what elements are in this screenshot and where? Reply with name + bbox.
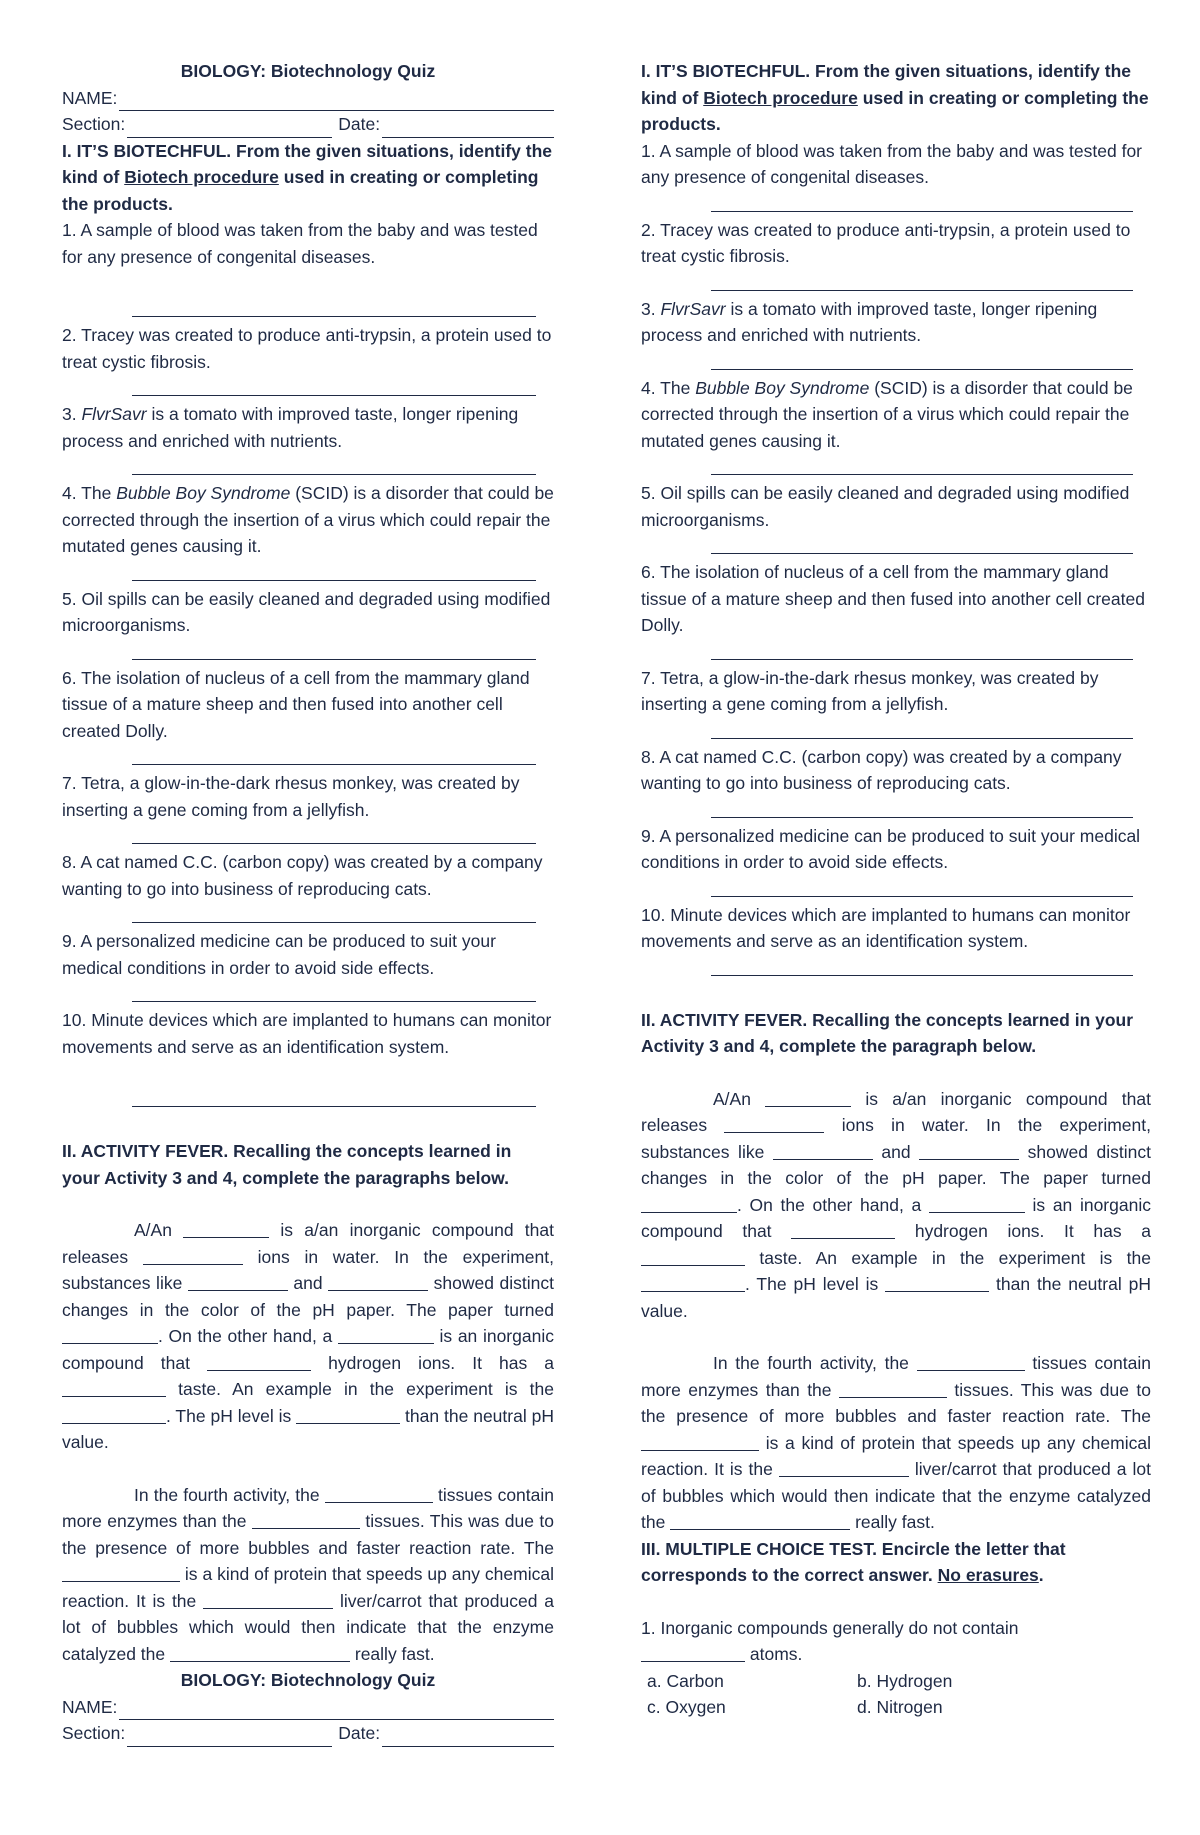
name-line[interactable] bbox=[119, 90, 554, 111]
answer-line[interactable] bbox=[641, 718, 1151, 744]
paragraph-acid-base: A/An is a/an inorganic compound that releases ions in water. In the experiment, substances like and showed distinct changes in the color of the pH paper. The paper turned . On the other hand, a is an inorganic compound that hydrogen ions. It has a taste. An example in the experiment is the . The pH level is than the neutral pH value. bbox=[62, 1220, 555, 1452]
question-item: 4. The Bubble Boy Syndrome (SCID) is a disorder that could be corrected through the insertion of a virus which could repair the mutated genes causing it. bbox=[62, 483, 554, 556]
name-label: NAME: bbox=[62, 1696, 118, 1717]
fill-blank[interactable] bbox=[765, 1090, 851, 1107]
question-item: 3. FlvrSavr is a tomato with improved taste, longer ripening process and enriched with nutrients. bbox=[641, 298, 1098, 345]
fill-blank[interactable] bbox=[641, 1196, 737, 1213]
fill-blank[interactable] bbox=[641, 1249, 745, 1266]
answer-line[interactable] bbox=[62, 296, 554, 322]
left-copy bbox=[62, 58, 554, 1747]
choice-a[interactable]: a. Carbon bbox=[647, 1670, 724, 1691]
fill-blank[interactable] bbox=[296, 1407, 400, 1424]
part1-header: I. IT’S BIOTECHFUL. From the given situations, identify the kind of Biotech procedure used in creating or completing the products. bbox=[62, 140, 553, 214]
question-item: 4. The Bubble Boy Syndrome (SCID) is a disorder that could be corrected through the insertion of a virus which could repair the mutated genes causing it. bbox=[641, 377, 1133, 451]
date-label: Date: bbox=[338, 114, 381, 134]
choice-c[interactable]: c. Oxygen bbox=[647, 1697, 726, 1717]
choice-b[interactable]: b. Hydrogen bbox=[857, 1670, 953, 1691]
fill-blank[interactable] bbox=[207, 1354, 311, 1371]
question-item: 2. Tracey was created to produce anti-trypsin, a protein used to treat cystic fibrosis. bbox=[62, 325, 552, 372]
name-label: NAME: bbox=[62, 87, 118, 108]
part3-header: III. MULTIPLE CHOICE TEST. Encircle the letter that corresponds to the correct answer. No erasures. bbox=[641, 1538, 1066, 1585]
answer-line[interactable] bbox=[62, 375, 554, 401]
fill-blank[interactable] bbox=[791, 1222, 895, 1239]
fill-blank[interactable] bbox=[188, 1274, 288, 1291]
name-field[interactable] bbox=[62, 85, 554, 112]
mc-question: 1. Inorganic compounds generally do not contain atoms. bbox=[641, 1617, 1019, 1664]
date-line[interactable] bbox=[382, 117, 554, 138]
fill-blank[interactable] bbox=[170, 1645, 350, 1662]
fill-blank[interactable] bbox=[670, 1513, 850, 1530]
fill-blank[interactable] bbox=[325, 1486, 433, 1503]
section-label: Section: bbox=[62, 114, 126, 134]
question-item: 5. Oil spills can be easily cleaned and degraded using modified microorganisms. bbox=[62, 588, 551, 635]
fill-blank[interactable] bbox=[885, 1275, 989, 1292]
question-item: 8. A cat named C.C. (carbon copy) was created by a company wanting to go into business of reproducing cats. bbox=[62, 852, 543, 899]
fill-blank[interactable] bbox=[252, 1512, 360, 1529]
fill-blank[interactable] bbox=[919, 1143, 1019, 1160]
question-item: 10. Minute devices which are implanted to humans can monitor movements and serve as an identification system. bbox=[641, 904, 1131, 951]
date-line[interactable] bbox=[382, 1726, 554, 1747]
quiz-title: BIOLOGY: Biotechnology Quiz bbox=[180, 1670, 436, 1690]
fill-blank[interactable] bbox=[779, 1460, 909, 1477]
mc-choices bbox=[647, 1668, 1151, 1721]
question-item: 7. Tetra, a glow-in-the-dark rhesus monkey, was created by inserting a gene coming from a jellyfish. bbox=[641, 667, 1099, 714]
answer-line[interactable] bbox=[62, 902, 554, 928]
paragraph-acid-base: A/An is a/an inorganic compound that releases ions in water. In the experiment, substances like and showed distinct changes in the color of the pH paper. The paper turned . On the other hand, a is an inorganic compound that hydrogen ions. It has a taste. An example in the experiment is the . The pH level is than the neutral pH value. bbox=[641, 1088, 1151, 1321]
question-item: 9. A personalized medicine can be produced to suit your medical conditions in order to avoid side effects. bbox=[641, 825, 1141, 872]
answer-line[interactable] bbox=[641, 955, 1151, 981]
question-item: 2. Tracey was created to produce anti-trypsin, a protein used to treat cystic fibrosis. bbox=[641, 219, 1131, 266]
part1-header: I. IT’S BIOTECHFUL. From the given situations, identify the kind of Biotech procedure used in creating or completing the products. bbox=[641, 61, 1149, 134]
question-item: 7. Tetra, a glow-in-the-dark rhesus monkey, was created by inserting a gene coming from a jellyfish. bbox=[62, 773, 520, 820]
fill-blank[interactable] bbox=[62, 1327, 158, 1344]
answer-line[interactable] bbox=[641, 349, 1151, 375]
right-copy bbox=[641, 58, 1151, 1721]
fill-blank[interactable] bbox=[917, 1354, 1025, 1371]
question-item: 1. A sample of blood was taken from the baby and was tested for any presence of congenital diseases. bbox=[62, 220, 538, 267]
fill-blank[interactable] bbox=[203, 1592, 333, 1609]
name-field[interactable] bbox=[62, 1694, 554, 1721]
fill-blank[interactable] bbox=[641, 1434, 759, 1451]
fill-blank[interactable] bbox=[62, 1380, 166, 1397]
answer-line[interactable] bbox=[641, 533, 1151, 559]
fill-blank[interactable] bbox=[929, 1196, 1025, 1213]
fill-blank[interactable] bbox=[839, 1381, 947, 1398]
fill-blank[interactable] bbox=[773, 1143, 873, 1160]
section-label: Section: bbox=[62, 1723, 126, 1743]
question-item: 8. A cat named C.C. (carbon copy) was created by a company wanting to go into business of reproducing cats. bbox=[641, 746, 1122, 793]
question-item: 3. FlvrSavr is a tomato with improved taste, longer ripening process and enriched with nutrients. bbox=[62, 404, 519, 451]
fill-blank[interactable] bbox=[143, 1248, 243, 1265]
part2-header: II. ACTIVITY FEVER. Recalling the concepts learned in your Activity 3 and 4, complete the paragraph below. bbox=[641, 1009, 1134, 1056]
paragraph-enzyme: In the fourth activity, the tissues contain more enzymes than the tissues. This was due to the presence of more bubbles and faster reaction rate. The is a kind of protein that speeds up any chemical reaction. It is the liver/carrot that produced a lot of bubbles which would then indicate that the enzyme catalyzed the really fast. bbox=[62, 1484, 555, 1664]
answer-line[interactable] bbox=[62, 639, 554, 665]
fill-blank[interactable] bbox=[328, 1274, 428, 1291]
answer-line[interactable] bbox=[641, 270, 1151, 296]
question-item: 10. Minute devices which are implanted to humans can monitor movements and serve as an identification system. bbox=[62, 1010, 552, 1057]
paragraph-enzyme: In the fourth activity, the tissues contain more enzymes than the tissues. This was due to the presence of more bubbles and faster reaction rate. The is a kind of protein that speeds up any chemical reaction. It is the liver/carrot that produced a lot of bubbles which would then indicate that the enzyme catalyzed the really fast. bbox=[641, 1353, 1152, 1532]
fill-blank[interactable] bbox=[338, 1327, 434, 1344]
question-item: 5. Oil spills can be easily cleaned and degraded using modified microorganisms. bbox=[641, 483, 1130, 530]
answer-line[interactable] bbox=[62, 823, 554, 849]
answer-line[interactable] bbox=[62, 744, 554, 770]
answer-line[interactable] bbox=[641, 876, 1151, 902]
section-date-field[interactable] bbox=[62, 111, 554, 138]
quiz-title: BIOLOGY: Biotechnology Quiz bbox=[180, 61, 436, 81]
question-item: 6. The isolation of nucleus of a cell from the mammary gland tissue of a mature sheep and then fused into another cell created Dolly. bbox=[641, 562, 1145, 635]
section-line[interactable] bbox=[127, 1726, 332, 1747]
part2-header: II. ACTIVITY FEVER. Recalling the concepts learned in your Activity 3 and 4, complete the paragraphs below. bbox=[62, 1141, 512, 1188]
answer-line[interactable] bbox=[641, 639, 1151, 665]
answer-line[interactable] bbox=[641, 797, 1151, 823]
answer-line[interactable] bbox=[62, 1086, 554, 1112]
answer-line[interactable] bbox=[62, 454, 554, 480]
section-date-field[interactable] bbox=[62, 1720, 554, 1747]
fill-blank[interactable] bbox=[641, 1275, 745, 1292]
choice-d[interactable]: d. Nitrogen bbox=[857, 1697, 943, 1717]
answer-line[interactable] bbox=[62, 981, 554, 1007]
question-item: 1. A sample of blood was taken from the baby and was tested for any presence of congenital diseases. bbox=[641, 140, 1143, 187]
answer-line[interactable] bbox=[641, 454, 1151, 480]
answer-line[interactable] bbox=[641, 191, 1151, 217]
section-line[interactable] bbox=[127, 117, 332, 138]
fill-blank[interactable] bbox=[641, 1645, 745, 1662]
question-item: 9. A personalized medicine can be produced to suit your medical conditions in order to avoid side effects. bbox=[62, 931, 496, 978]
date-label: Date: bbox=[338, 1723, 381, 1743]
name-line[interactable] bbox=[119, 1699, 554, 1720]
fill-blank[interactable] bbox=[62, 1565, 180, 1582]
fill-blank[interactable] bbox=[62, 1407, 166, 1424]
fill-blank[interactable] bbox=[183, 1221, 269, 1238]
answer-line[interactable] bbox=[62, 560, 554, 586]
question-item: 6. The isolation of nucleus of a cell from the mammary gland tissue of a mature sheep and then fused into another cell created Dolly. bbox=[62, 667, 530, 741]
fill-blank[interactable] bbox=[724, 1116, 824, 1133]
